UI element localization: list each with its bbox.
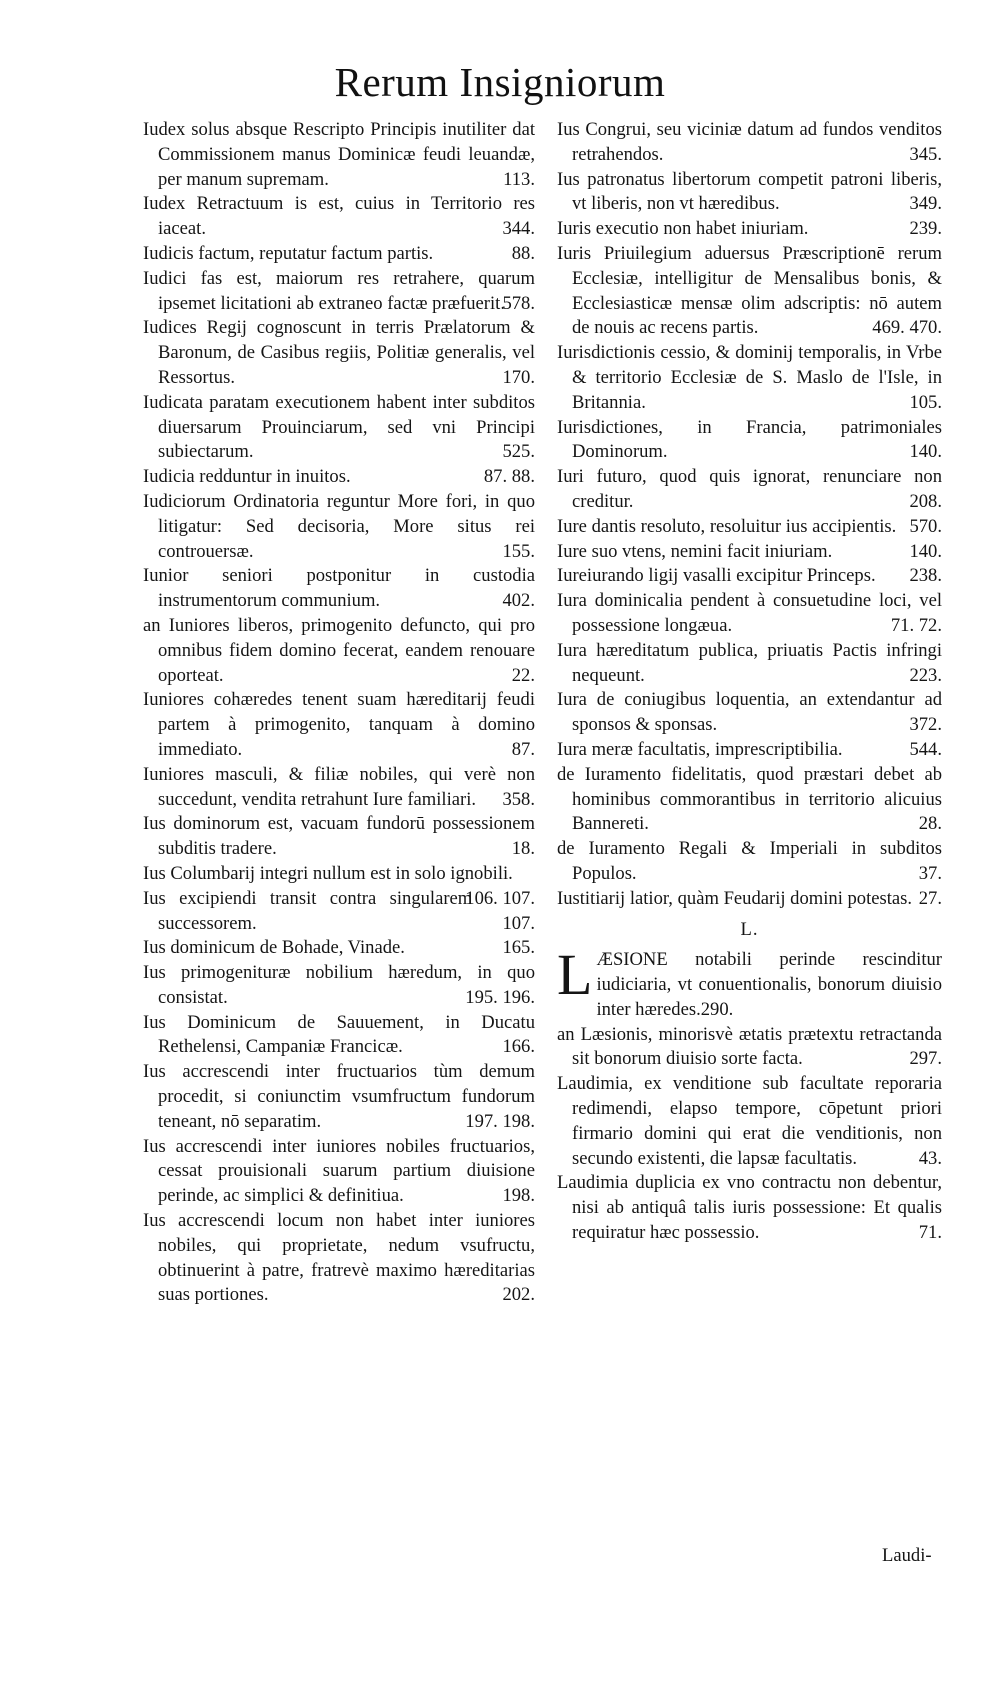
entry-text: Ius primogenituræ nobilium hæredum, in quo consistat.	[143, 962, 535, 1008]
index-entry	[557, 242, 942, 341]
index-entry	[143, 242, 535, 267]
page-reference: 18.	[511, 838, 535, 860]
index-entry	[143, 936, 535, 961]
page-reference: 208.	[909, 490, 942, 512]
page-reference: 469. 470.	[872, 317, 942, 339]
index-entry	[557, 1171, 942, 1245]
page-reference: 37.	[918, 862, 942, 884]
index-entry	[143, 465, 535, 490]
entry-text: an Læsionis, minorisvè ætatis prætextu retractanda sit bonorum diuisio sorte facta.	[557, 1023, 942, 1070]
index-entry	[557, 465, 942, 515]
page-reference: 140.	[909, 441, 942, 463]
entry-text: Iudicis factum, reputatur factum partis.	[143, 242, 434, 264]
entry-text: Iurisdictiones, in Francia, patrimoniales Dominorum.	[557, 416, 942, 463]
index-entry	[143, 564, 535, 614]
page-reference: 238.	[909, 565, 942, 587]
entry-text: Iunior seniori postponitur in custodia instrumentorum communium.	[143, 565, 535, 612]
page-reference: 297.	[909, 1048, 942, 1070]
right-column-i-entries	[557, 118, 942, 912]
index-entry	[143, 118, 535, 192]
right-column	[557, 118, 942, 1246]
right-column-l-entries	[557, 942, 942, 1246]
index-entry	[557, 942, 942, 1022]
index-entry	[557, 763, 942, 837]
running-head: Rerum Insigniorum	[334, 59, 666, 105]
entry-text: de Iuramento Regali & Imperiali in subditos Populos.	[557, 838, 942, 884]
page-reference: 88.	[511, 242, 535, 264]
page-reference: 358.	[502, 788, 535, 810]
page-reference: 578.	[502, 292, 535, 314]
entry-text: Iura meræ facultatis, imprescriptibilia.	[557, 738, 843, 760]
page-reference: 202.	[502, 1284, 535, 1306]
catchword: Laudi-	[882, 1545, 932, 1566]
entry-text: Ius Dominicum de Sauuement, in Ducatu Rethelensi, Campaniæ Francicæ.	[143, 1011, 535, 1058]
index-entry	[143, 490, 535, 564]
entry-text: Iudici fas est, maiorum res retrahere, quarum ipsemet licitationi ab extraneo factæ præfuerit.	[143, 267, 535, 314]
index-entry	[557, 217, 942, 242]
page-reference: 140.	[909, 540, 942, 562]
page-reference: 402.	[502, 590, 535, 612]
index-entry	[557, 1072, 942, 1171]
entry-text: Laudimia duplicia ex vno contractu non debentur, nisi ab antiquâ talis iuris possessione: Et qualis requiratur hæc possessio.	[557, 1172, 942, 1244]
page-reference: 27.	[918, 887, 942, 909]
entry-text: Iuri futuro, quod quis ignorat, renunciare non creditur.	[557, 466, 942, 512]
page-reference: 71.	[918, 1222, 942, 1244]
page-reference: 28.	[918, 813, 942, 835]
entry-text: Iure suo vtens, nemini facit iniuriam.	[557, 540, 833, 562]
index-entry	[143, 763, 535, 813]
entry-text: an Iuniores liberos, primogenito defuncto, qui pro omnibus fidem domino fecerat, eandem renouare oporteat.	[143, 614, 535, 686]
index-entry	[143, 688, 535, 762]
index-entry	[557, 738, 942, 763]
page-reference: 165.	[502, 937, 535, 959]
entry-text: Iudices Regij cognoscunt in terris Prælatorum & Baronum, de Casibus regiis, Politiæ generalis, vel Ressortus.	[143, 317, 535, 388]
entry-text: Iudicia redduntur in inuitos.	[143, 466, 351, 488]
entry-text: Iudicata paratam executionem habent inter subditos diuersarum Prouinciarum, sed vni Principi subiectarum.	[143, 391, 535, 463]
page-reference: 113.	[503, 168, 535, 190]
entry-text: Iudiciorum Ordinatoria reguntur More fori, in quo litigatur: Sed decisoria, More situs rei controuersæ.	[143, 490, 535, 562]
entry-text: Iudex solus absque Rescripto Principis inutiliter dat Commissionem manus Dominicæ feudi leuandæ, per manum supremam.	[143, 119, 535, 190]
page-reference: 525.	[502, 441, 535, 463]
page-reference: 349.	[909, 193, 942, 215]
page-reference: 195. 196.	[465, 986, 535, 1008]
index-entry	[143, 862, 535, 909]
index-entry	[143, 812, 535, 862]
index-entry	[143, 316, 535, 390]
entry-text: Ius accrescendi inter iuniores nobiles fructuarios, cessat prouisionali suarum partium diuisione perinde, ac simplici & definitiua.	[143, 1135, 535, 1207]
entry-text: Iuniores masculi, & filiæ nobiles, qui verè non succedunt, vendita retrahunt Iure familiari.	[143, 763, 535, 810]
entry-text: Iura de coniugibus loquentia, an extendantur ad sponsos & sponsas.	[557, 689, 942, 736]
entry-text: Iurisdictionis cessio, & dominij temporalis, in Vrbe & territorio Ecclesiæ de S. Maslo de l'Isle, in Britannia.	[557, 342, 942, 413]
index-entry	[557, 515, 942, 540]
page-reference: 105.	[909, 391, 942, 413]
index-entry	[557, 168, 942, 218]
index-entry	[557, 589, 942, 639]
index-entry	[557, 887, 942, 912]
entry-text: Ius accrescendi inter fructuarios tùm demum procedit, si coniunctim vsumfructum fundorum teneant, nō separatim.	[143, 1061, 535, 1132]
left-column	[143, 118, 535, 1308]
entry-text: Iuniores cohæredes tenent suam hæreditarij feudi partem à primogenito, tanquam à domino immediato.	[143, 689, 535, 760]
page-reference: 106. 107.	[465, 887, 535, 909]
entry-text: de Iuramento fidelitatis, quod præstari debet ab hominibus commorantibus in territorio alicuius Bannereti.	[557, 763, 942, 835]
page-reference: 570.	[909, 515, 942, 537]
index-entry	[557, 639, 942, 689]
entry-text: Ius excipiendi transit contra singularem successorem.	[143, 887, 473, 934]
index-entry	[143, 1060, 535, 1134]
entry-text: Iure dantis resoluto, resoluitur ius accipientis.	[557, 515, 897, 537]
entry-text: Ius dominorum est, vacuam fundorū possessionem subditis tradere.	[143, 813, 535, 860]
index-entry	[557, 1023, 942, 1073]
page-reference: 223.	[909, 664, 942, 686]
page-reference: 71. 72.	[890, 614, 942, 636]
entry-text: Ius Columbarij integri nullum est in solo ignobili.	[143, 862, 513, 884]
page-reference: 197. 198.	[465, 1110, 535, 1132]
entry-text: Laudimia, ex venditione sub facultate reporaria redimendi, elapso tempore, cōpetunt priori firmario domini qui erat die venditionis, non secundo existenti, die lapsæ facultatis.	[557, 1073, 942, 1169]
index-entry	[143, 267, 535, 317]
entry-text: Ius Congrui, seu viciniæ datum ad fundos venditos retrahendos.	[557, 119, 942, 165]
index-entry	[557, 416, 942, 466]
index-entry	[143, 1011, 535, 1061]
page-reference: 344.	[502, 218, 535, 240]
page-reference: 345.	[909, 143, 942, 165]
index-entry	[557, 837, 942, 887]
drop-cap-letter: L	[557, 942, 593, 1008]
index-entry	[557, 540, 942, 565]
entry-text: Ius dominicum de Bohade, Vinade.	[143, 937, 405, 959]
page-reference: 290.	[700, 998, 734, 1020]
page-reference: 155.	[502, 540, 535, 562]
page-reference: 166.	[502, 1036, 535, 1058]
index-entry	[557, 341, 942, 415]
entry-text: Ius accrescendi locum non habet inter iuniores nobiles, qui proprietate, nedum vsufructu, obtinuerint à patre, fratrevè maximo hæreditarias suas portiones.	[143, 1210, 535, 1306]
index-entry	[143, 961, 535, 1011]
entry-text: Iudex Retractuum is est, cuius in Territorio res iaceat.	[143, 193, 535, 240]
index-entry	[143, 1135, 535, 1209]
page-reference: 43.	[918, 1147, 942, 1169]
page-reference: 544.	[909, 738, 942, 760]
index-entry	[557, 688, 942, 738]
entry-text: Iureiurando ligij vasalli excipitur Princeps.	[557, 565, 876, 587]
entry-text: Iuris executio non habet iniuriam.	[557, 218, 809, 240]
page-reference: 87.	[511, 738, 535, 760]
entry-text: Iustitiarij latior, quàm Feudarij domini potestas.	[557, 887, 913, 909]
page-reference: 22.	[511, 664, 535, 686]
section-letter-heading: L.	[740, 918, 759, 940]
index-entry	[557, 564, 942, 589]
entry-text: Iura hæreditatum publica, priuatis Pactis infringi nequeunt.	[557, 639, 942, 686]
page-reference: 170.	[502, 366, 535, 388]
page-reference: 239.	[909, 218, 942, 240]
index-entry	[143, 1209, 535, 1308]
page-reference: 372.	[909, 714, 942, 736]
index-entry	[143, 192, 535, 242]
index-entry	[143, 391, 535, 465]
page-reference: 87. 88.	[483, 466, 535, 488]
page-reference: 107.	[502, 912, 535, 934]
entry-text: Ius patronatus libertorum competit patroni liberis, vt liberis, non vt hæredibus.	[557, 168, 942, 215]
page-reference: 198.	[502, 1185, 535, 1207]
entry-text: ÆSIONE notabili perinde rescinditur iudiciaria, vt conuentionalis, bonorum diuisio inter hæredes.	[596, 949, 942, 1020]
entry-text: Iuris Priuilegium aduersus Præscriptionē rerum Ecclesiæ, intelligitur de Mensalibus bonis, & Ecclesiasticæ mensæ olim adscriptis: nō autem de nouis ac recens partis.	[557, 242, 942, 339]
entry-text: Iura dominicalia pendent à consuetudine loci, vel possessione longæua.	[557, 590, 942, 636]
index-entry	[143, 614, 535, 688]
index-entry	[557, 118, 942, 168]
